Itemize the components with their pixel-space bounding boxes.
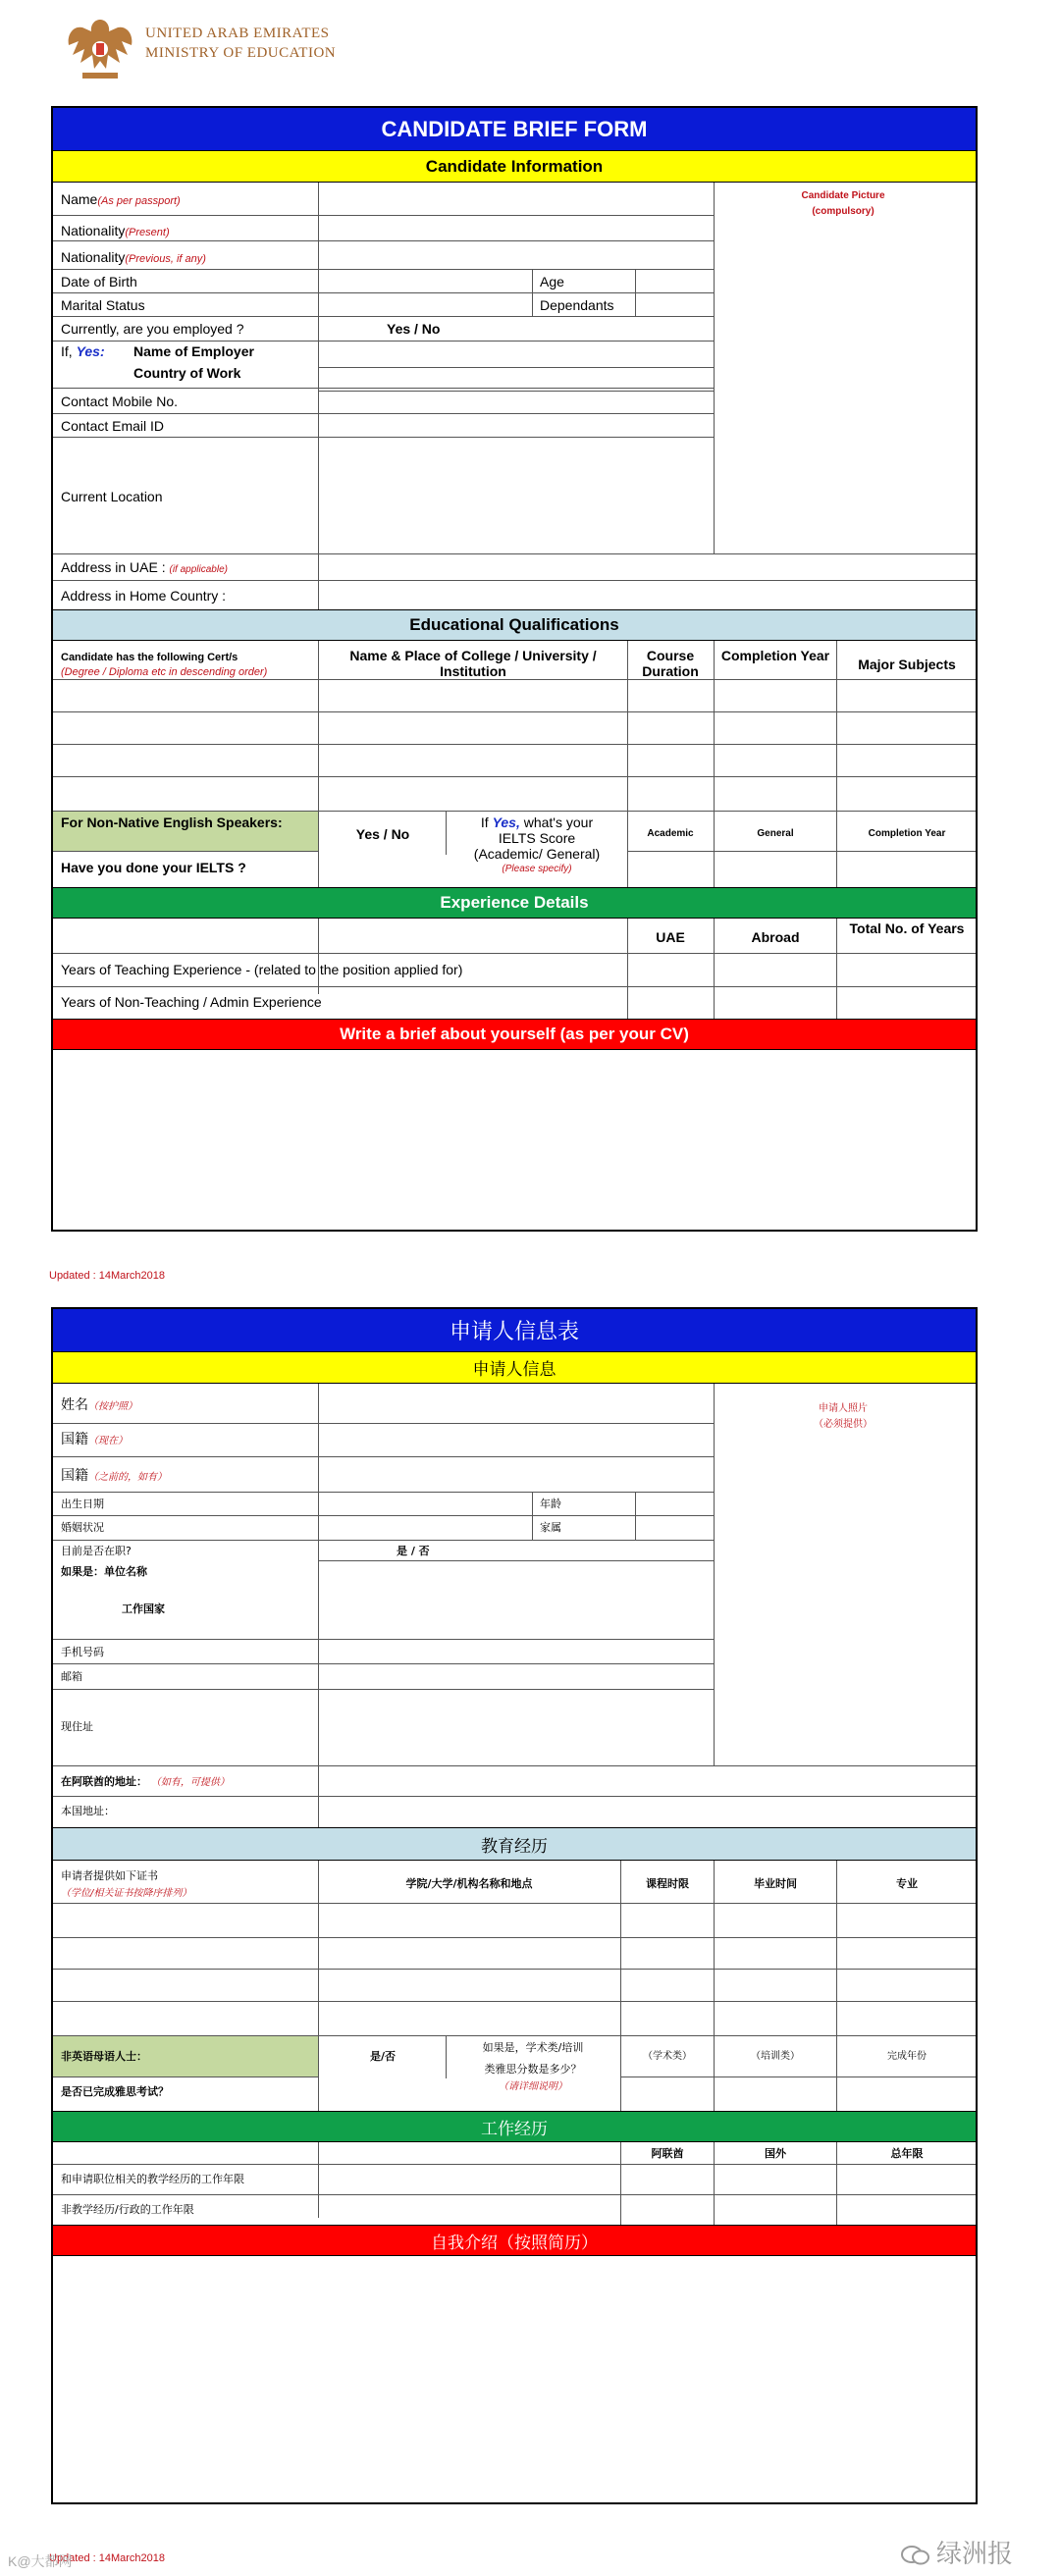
candidate-info-header-cn: 申请人信息 — [53, 1352, 976, 1384]
col-course-cn: 课程时限 — [646, 1877, 689, 1890]
nonteaching-exp-label: Years of Non-Teaching / Admin Experience — [61, 994, 322, 1010]
picture-label-cn: 申请人照片 （必须提供） — [814, 1403, 873, 1430]
watermark-text: 绿洲报 — [935, 2540, 1013, 2569]
brief-header-cn: 自我介绍（按照简历） — [53, 2225, 976, 2256]
ielts-question-cn: 是否已完成雅思考试？ — [61, 2085, 169, 2098]
exp-header: Experience Details — [53, 887, 976, 919]
abroad-col-cn: 国外 — [765, 2147, 786, 2160]
employer-label: Name of Employer — [133, 343, 254, 359]
exp-header-cn: 工作经历 — [53, 2111, 976, 2142]
brief-header: Write a brief about yourself (as per your CV) — [53, 1019, 976, 1050]
ielts-yes-no-cn[interactable]: 是/否 — [369, 2050, 397, 2063]
age-label-cn: 年龄 — [540, 1498, 561, 1510]
abroad-col: Abroad — [751, 929, 800, 945]
nonnative-label: For Non-Native English Speakers: — [61, 815, 283, 830]
country-work-label: Country of Work — [133, 365, 241, 381]
email-label-cn: 邮箱 — [61, 1670, 82, 1683]
employed-label: Currently, are you employed ? — [61, 321, 244, 337]
picture-label: Candidate Picture (compulsory) — [801, 190, 885, 217]
completion-year-label: Completion Year — [868, 828, 946, 839]
mobile-label: Contact Mobile No. — [61, 394, 179, 409]
addr-home-label-cn: 本国地址： — [61, 1805, 115, 1817]
completion-year-label-cn: 完成年份 — [887, 2051, 927, 2062]
if-yes-label: If, Yes: — [61, 343, 105, 359]
nationality-prev-label-cn: 国籍（之前的，如有） — [61, 1468, 167, 1484]
employed-label-cn: 目前是否在职? — [61, 1545, 132, 1557]
nationality-prev-label: Nationality(Previous, if any) — [61, 249, 206, 265]
cert-note-cn: （学位/相关证书按降序排列） — [61, 1888, 192, 1899]
name-label: Name(As per passport) — [61, 191, 181, 207]
candidate-brief-form-en — [51, 106, 978, 1232]
addr-uae-label: Address in UAE : (if applicable) — [61, 559, 228, 575]
ministry-header — [59, 12, 451, 90]
updated-footer-1: Updated : 14March2018 — [49, 1270, 166, 1282]
updated-footer-2: Updated : 14March2018 — [49, 2552, 166, 2564]
edu-header-cn: 教育经历 — [53, 1827, 976, 1861]
col-college-cn: 学院/大学/机构名称和地点 — [405, 1877, 533, 1890]
employer-label-cn: 如果是：单位名称 — [61, 1565, 147, 1578]
ielts-question: Have you done your IELTS ? — [61, 860, 246, 875]
marital-label-cn: 婚姻状况 — [61, 1521, 104, 1534]
location-label-cn: 现住址 — [61, 1720, 93, 1733]
marital-label: Marital Status — [61, 297, 145, 313]
wechat-icon — [901, 2545, 930, 2566]
col-course: Course Duration — [642, 648, 699, 679]
nonnative-label-cn: 非英语母语人士： — [61, 2050, 147, 2063]
col-major: Major Subjects — [858, 657, 956, 672]
total-years-col-cn: 总年限 — [890, 2147, 924, 2160]
dependants-label: Dependants — [540, 297, 614, 313]
age-label: Age — [540, 274, 564, 289]
nationality-label: Nationality(Present) — [61, 223, 170, 238]
academic-label-cn: （学术类） — [643, 2051, 692, 2062]
watermark-brand — [901, 2534, 1013, 2570]
email-label: Contact Email ID — [61, 418, 165, 434]
teaching-exp-label: Years of Teaching Experience - (related to the position applied for) — [61, 962, 463, 977]
form-title-cn: 申请人信息表 — [53, 1309, 976, 1352]
ministry-line2: MINISTRY OF EDUCATION — [145, 45, 337, 61]
addr-uae-label-cn: 在阿联酋的地址： （如有，可提供） — [61, 1775, 230, 1788]
employed-yes-no-cn[interactable]: 是 / 否 — [397, 1545, 430, 1557]
uae-col: UAE — [656, 929, 685, 945]
uae-emblem-icon — [59, 12, 141, 90]
form-title: CANDIDATE BRIEF FORM — [53, 108, 976, 151]
nonteaching-exp-label-cn: 非教学经历/行政的工作年限 — [61, 2203, 194, 2216]
academic-label: Academic — [647, 828, 694, 839]
name-label-cn: 姓名（按护照） — [61, 1397, 137, 1413]
dependants-label-cn: 家属 — [540, 1521, 561, 1534]
col-completion: Completion Year — [720, 648, 830, 663]
general-label: General — [757, 828, 794, 839]
ielts-yes-no[interactable]: Yes / No — [355, 826, 410, 842]
uae-col-cn: 阿联酋 — [651, 2147, 684, 2160]
teaching-exp-label-cn: 和申请职位相关的教学经历的工作年限 — [61, 2173, 244, 2185]
mobile-label-cn: 手机号码 — [61, 1646, 104, 1658]
addr-home-label: Address in Home Country : — [61, 588, 227, 604]
employed-yes-no[interactable]: Yes / No — [387, 321, 441, 337]
col-major-cn: 专业 — [896, 1877, 918, 1890]
cert-label-cn: 申请者提供如下证书 — [61, 1869, 158, 1882]
dob-label-cn: 出生日期 — [61, 1498, 104, 1510]
dob-label: Date of Birth — [61, 274, 137, 289]
location-label: Current Location — [61, 489, 163, 504]
col-completion-cn: 毕业时间 — [754, 1877, 797, 1890]
cert-label: Candidate has the following Cert/s — [61, 652, 238, 663]
ielts-score-question: If Yes, what's your IELTS Score (Academic/ General) (Please specify) — [473, 815, 601, 874]
candidate-brief-form-cn — [51, 1307, 978, 2504]
general-label-cn: （培训类） — [751, 2051, 800, 2062]
ministry-line1: UNITED ARAB EMIRATES — [145, 26, 330, 41]
cert-note: (Degree / Diploma etc in descending order) — [61, 666, 268, 678]
candidate-info-header: Candidate Information — [53, 151, 976, 183]
ielts-score-question-cn: 如果是，学术类/培训 类雅思分数是多少？ （请详细说明） — [482, 2041, 584, 2092]
country-work-label-cn: 工作国家 — [122, 1603, 165, 1615]
col-college: Name & Place of College / University / Institution — [349, 648, 597, 679]
nationality-label-cn: 国籍（现在） — [61, 1432, 128, 1447]
edu-header: Educational Qualifications — [53, 609, 976, 641]
total-years-col: Total No. of Years — [849, 920, 965, 936]
watermark-left: K@大都网 — [8, 2553, 73, 2569]
